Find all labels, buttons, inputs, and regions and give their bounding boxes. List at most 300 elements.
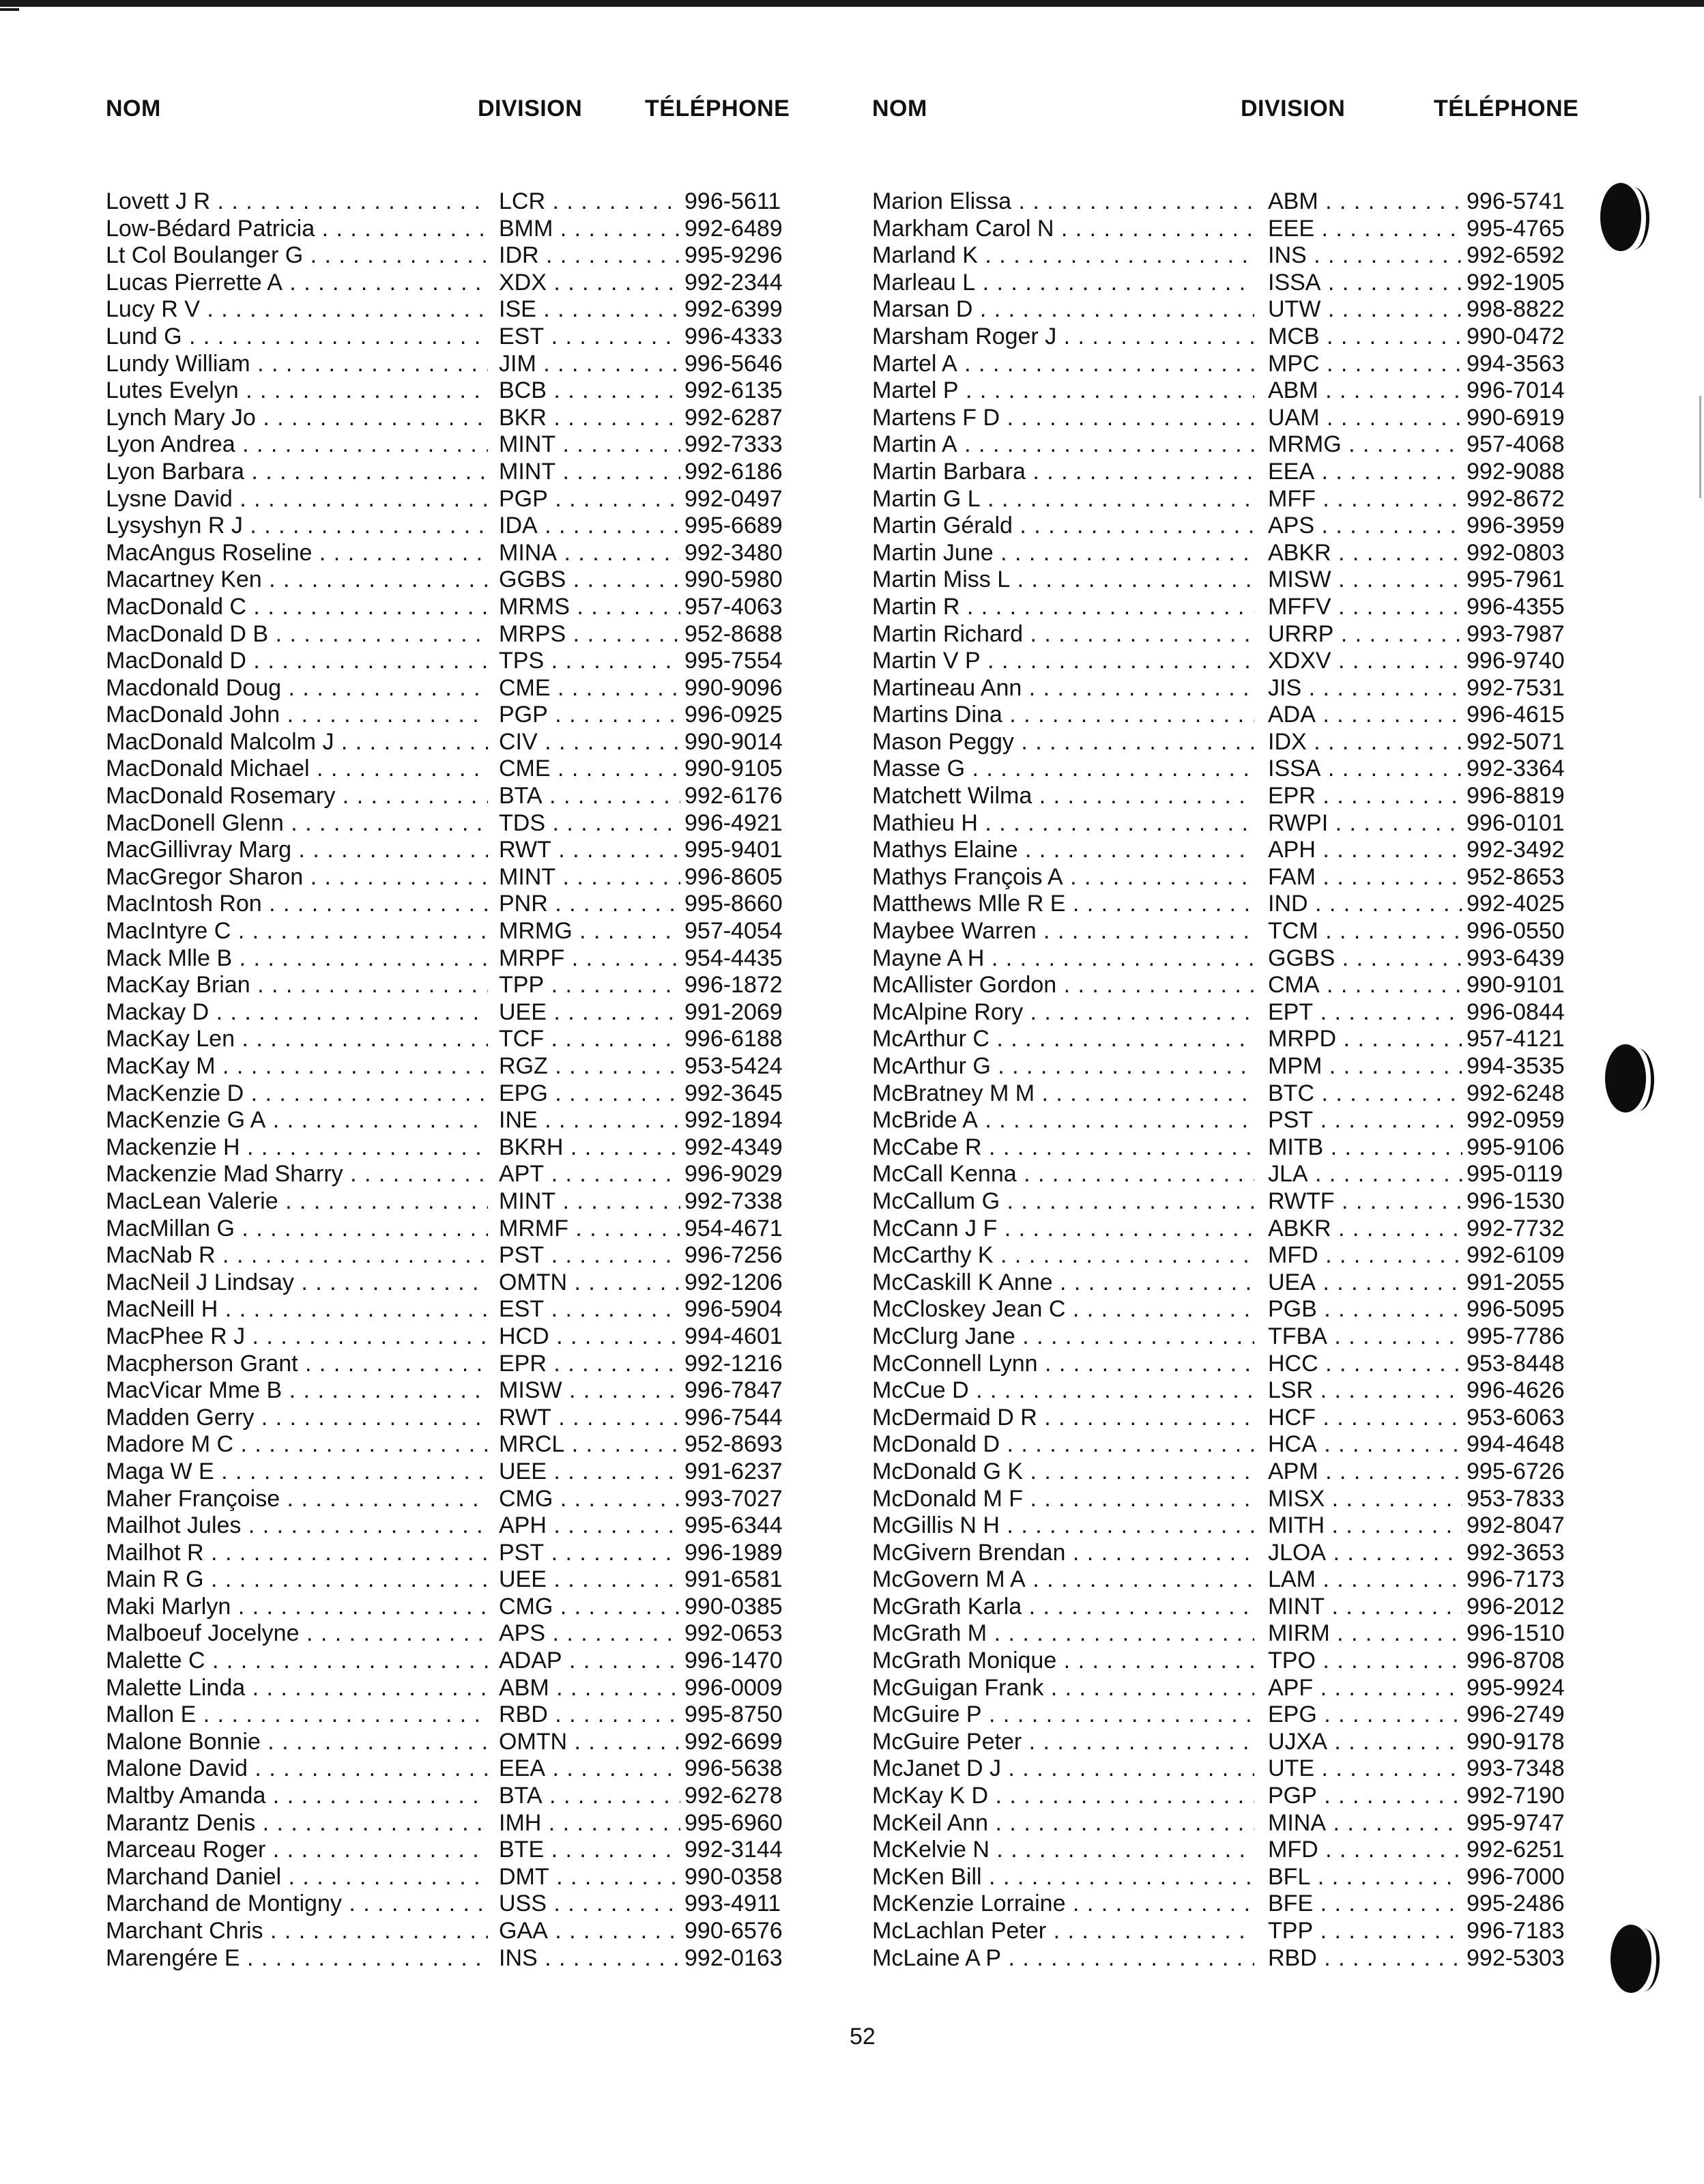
directory-entry (872, 675, 1643, 702)
entry-name: MacDonald D B . . . (106, 621, 488, 648)
entry-name: Lt Col Boulanger G . . . (106, 242, 488, 270)
entry-division: XDX . . . (499, 270, 680, 297)
entry-name: McArthur G . . . (872, 1053, 1254, 1080)
entry-phone: 992-3653 (1462, 1540, 1565, 1567)
entry-division: MFD . . . (1268, 1837, 1462, 1864)
entry-name: McBratney M M . . . (872, 1080, 1254, 1108)
entry-division: GGBS . . . (1268, 945, 1462, 973)
entry-division: HCF . . . (1268, 1405, 1462, 1432)
directory-entry (872, 1891, 1643, 1918)
entry-division: TPP . . . (1268, 1918, 1462, 1945)
entry-division: INS . . . (499, 1945, 680, 1972)
entry-phone: 995-8660 (680, 891, 783, 918)
header-division: DIVISION (1241, 96, 1346, 121)
entry-division: IDR . . . (499, 242, 680, 270)
entry-phone: 990-9101 (1462, 972, 1565, 999)
directory-entry (872, 1512, 1643, 1540)
entry-phone: 996-5095 (1462, 1296, 1565, 1323)
entry-name: Lucy R V . . . (106, 296, 488, 324)
entry-division: EPG . . . (499, 1080, 680, 1108)
entry-division: CMG . . . (499, 1594, 680, 1621)
entry-phone: 996-0550 (1462, 918, 1565, 945)
entry-division: BTA . . . (499, 1783, 680, 1810)
entry-phone: 992-7190 (1462, 1783, 1565, 1810)
entry-division: DMT . . . (499, 1864, 680, 1891)
entry-name: MacNeil J Lindsay . . . (106, 1269, 488, 1297)
entry-division: MRPF . . . (499, 945, 680, 973)
directory-entry (106, 675, 877, 702)
entry-division: MRMG . . . (499, 918, 680, 945)
entry-division: ABM . . . (499, 1675, 680, 1702)
directory-entry (872, 1296, 1643, 1323)
entry-name: Marsham Roger J . . . (872, 324, 1254, 351)
directory-entry (872, 702, 1643, 729)
directory-entry (106, 1729, 877, 1756)
entry-division: EST . . . (499, 1296, 680, 1323)
entry-phone: 996-1510 (1462, 1620, 1565, 1648)
directory-entry (106, 756, 877, 783)
directory-entry (106, 1053, 877, 1080)
entry-division: HCD . . . (499, 1323, 680, 1351)
directory-entry (106, 783, 877, 810)
entry-name: Marengére E . . . (106, 1945, 488, 1972)
entry-phone: 995-9401 (680, 837, 783, 864)
directory-entry (106, 1188, 877, 1216)
directory-entry (872, 1107, 1643, 1134)
entry-division: TPP . . . (499, 972, 680, 999)
entry-name: Lyon Andrea . . . (106, 431, 488, 459)
directory-entry (872, 1701, 1643, 1729)
entry-phone: 992-1206 (680, 1269, 783, 1297)
entry-division: CMG . . . (499, 1486, 680, 1513)
directory-entry (106, 702, 877, 729)
directory-entry (106, 431, 877, 459)
entry-phone: 992-0959 (1462, 1107, 1565, 1134)
entry-phone: 990-9105 (680, 756, 783, 783)
directory-entry (872, 513, 1643, 540)
entry-division: PGP . . . (499, 486, 680, 513)
entry-phone: 994-3535 (1462, 1053, 1565, 1080)
entry-division: MRCL . . . (499, 1431, 680, 1459)
entry-name: McDonald M F . . . (872, 1486, 1254, 1513)
entry-division: UEE . . . (499, 999, 680, 1026)
entry-phone: 952-8653 (1462, 864, 1565, 891)
entry-phone: 995-6344 (680, 1512, 783, 1540)
entry-name: McKelvie N . . . (872, 1837, 1254, 1864)
entry-division: RBD . . . (1268, 1945, 1462, 1972)
directory-entry (106, 837, 877, 864)
entry-phone: 996-0925 (680, 702, 783, 729)
directory-entry (872, 1216, 1643, 1243)
entry-division: BKR . . . (499, 405, 680, 432)
entry-phone: 954-4435 (680, 945, 783, 973)
entry-division: EPG . . . (1268, 1701, 1462, 1729)
header-name: NOM (872, 96, 927, 121)
directory-entry (872, 377, 1643, 405)
directory-entry (106, 1755, 877, 1783)
directory-entry (106, 1323, 877, 1351)
directory-entry (872, 1405, 1643, 1432)
entry-phone: 996-5638 (680, 1755, 783, 1783)
entry-phone: 995-7786 (1462, 1323, 1565, 1351)
directory-entry (872, 1486, 1643, 1513)
entry-name: Mackay D . . . (106, 999, 488, 1026)
entry-name: Martin A . . . (872, 431, 1254, 459)
entry-division: APS . . . (499, 1620, 680, 1648)
entry-division: TPS . . . (499, 648, 680, 675)
directory-entry (106, 1945, 877, 1972)
entry-division: MINT . . . (499, 431, 680, 459)
directory-entry (872, 1080, 1643, 1108)
entry-division: EST . . . (499, 324, 680, 351)
entry-division: MRMF . . . (499, 1216, 680, 1243)
entry-division: APH . . . (499, 1512, 680, 1540)
directory-entry (106, 1242, 877, 1269)
entry-phone: 996-4626 (1462, 1377, 1565, 1405)
entry-name: McGrath Monique . . . (872, 1648, 1254, 1675)
directory-entry (872, 540, 1643, 567)
directory-entry (872, 1242, 1643, 1269)
entry-division: PST . . . (499, 1242, 680, 1269)
directory-entry (872, 296, 1643, 324)
entry-phone: 991-2069 (680, 999, 783, 1026)
entry-division: ISSA . . . (1268, 756, 1462, 783)
entry-phone: 992-3645 (680, 1080, 783, 1108)
entry-phone: 953-7833 (1462, 1486, 1565, 1513)
directory-entry (872, 891, 1643, 918)
directory-entry (106, 1512, 877, 1540)
entry-phone: 996-1989 (680, 1540, 783, 1567)
entry-name: McBride A . . . (872, 1107, 1254, 1134)
entry-name: McCue D . . . (872, 1377, 1254, 1405)
directory-entry (872, 1161, 1643, 1188)
entry-name: MacNeill H . . . (106, 1296, 488, 1323)
entry-phone: 992-1894 (680, 1107, 783, 1134)
entry-phone: 953-6063 (1462, 1405, 1565, 1432)
entry-division: PNR . . . (499, 891, 680, 918)
entry-name: McGuire Peter . . . (872, 1729, 1254, 1756)
entry-division: LAM . . . (1268, 1566, 1462, 1594)
entry-name: McCaskill K Anne . . . (872, 1269, 1254, 1297)
entry-division: MFF . . . (1268, 486, 1462, 513)
entry-name: MacKenzie D . . . (106, 1080, 488, 1108)
binder-hole-icon (1605, 1044, 1654, 1118)
entry-phone: 992-4349 (680, 1134, 783, 1162)
entry-phone: 996-4615 (1462, 702, 1565, 729)
entry-phone: 995-9106 (1462, 1134, 1565, 1162)
directory-entry (872, 270, 1643, 297)
directory-entry (872, 810, 1643, 837)
entry-division: PST . . . (499, 1540, 680, 1567)
entry-phone: 992-8047 (1462, 1512, 1565, 1540)
entry-division: MCB . . . (1268, 324, 1462, 351)
entry-phone: 996-9740 (1462, 648, 1565, 675)
entry-phone: 990-0385 (680, 1594, 783, 1621)
entry-phone: 992-6278 (680, 1783, 783, 1810)
entry-name: Lyon Barbara . . . (106, 459, 488, 486)
entry-name: Marantz Denis . . . (106, 1810, 488, 1837)
entry-name: Main R G . . . (106, 1566, 488, 1594)
entry-name: Martineau Ann . . . (872, 675, 1254, 702)
directory-entry (106, 972, 877, 999)
page-number: 52 (850, 2024, 876, 2050)
entry-name: Marion Elissa . . . (872, 188, 1254, 216)
entry-phone: 990-6919 (1462, 405, 1565, 432)
directory-entry (106, 1891, 877, 1918)
entry-name: Mailhot R . . . (106, 1540, 488, 1567)
entry-name: Macpherson Grant . . . (106, 1351, 488, 1378)
entry-phone: 996-8819 (1462, 783, 1565, 810)
directory-entry (872, 1783, 1643, 1810)
entry-phone: 995-6689 (680, 513, 783, 540)
entry-division: RWT . . . (499, 1405, 680, 1432)
entry-division: ADA . . . (1268, 702, 1462, 729)
entry-phone: 992-0803 (1462, 540, 1565, 567)
entry-division: MITH . . . (1268, 1512, 1462, 1540)
entry-name: McKeil Ann . . . (872, 1810, 1254, 1837)
entry-division: PST . . . (1268, 1107, 1462, 1134)
entry-phone: 998-8822 (1462, 296, 1565, 324)
directory-entry (106, 1701, 877, 1729)
entry-name: Marleau L . . . (872, 270, 1254, 297)
left-column (106, 0, 877, 2184)
entry-division: EPR . . . (499, 1351, 680, 1378)
entry-phone: 996-2012 (1462, 1594, 1565, 1621)
directory-entry (106, 1620, 877, 1648)
entry-division: MINT . . . (499, 1188, 680, 1216)
entry-name: Madden Gerry . . . (106, 1405, 488, 1432)
directory-entry (106, 188, 877, 216)
entry-name: Masse G . . . (872, 756, 1254, 783)
entry-phone: 996-5904 (680, 1296, 783, 1323)
entry-division: FAM . . . (1268, 864, 1462, 891)
directory-entry (106, 864, 877, 891)
entry-phone: 992-0163 (680, 1945, 783, 1972)
entry-name: McGrath M . . . (872, 1620, 1254, 1648)
entry-phone: 993-7027 (680, 1486, 783, 1513)
entry-name: MacGregor Sharon . . . (106, 864, 488, 891)
entry-name: Maybee Warren . . . (872, 918, 1254, 945)
entry-name: McGivern Brendan . . . (872, 1540, 1254, 1567)
entry-name: Martin Gérald . . . (872, 513, 1254, 540)
top-corner-mark (0, 8, 19, 11)
entry-division: JIM . . . (499, 351, 680, 378)
entry-phone: 994-4648 (1462, 1431, 1565, 1459)
entry-name: McLachlan Peter . . . (872, 1918, 1254, 1945)
directory-entry (106, 810, 877, 837)
binder-hole-icon (1600, 183, 1649, 257)
entry-division: UEE . . . (499, 1459, 680, 1486)
entry-phone: 992-6592 (1462, 242, 1565, 270)
entry-phone: 992-9088 (1462, 459, 1565, 486)
entry-division: MINT . . . (499, 459, 680, 486)
entry-division: UTE . . . (1268, 1755, 1462, 1783)
directory-entry (872, 1351, 1643, 1378)
scan-edge-mark (1699, 396, 1701, 498)
entry-name: Malette C . . . (106, 1648, 488, 1675)
entry-name: Martin V P . . . (872, 648, 1254, 675)
entry-phone: 996-0009 (680, 1675, 783, 1702)
entry-phone: 992-6489 (680, 216, 783, 243)
directory-entry (872, 1594, 1643, 1621)
entry-division: IND . . . (1268, 891, 1462, 918)
entry-name: McClurg Jane . . . (872, 1323, 1254, 1351)
entry-division: EEA . . . (1268, 459, 1462, 486)
entry-division: MINT . . . (499, 864, 680, 891)
entry-name: Martel A . . . (872, 351, 1254, 378)
entry-division: PGP . . . (1268, 1783, 1462, 1810)
directory-entry (872, 242, 1643, 270)
entry-division: XDXV . . . (1268, 648, 1462, 675)
entry-phone: 992-5071 (1462, 729, 1565, 756)
entry-phone: 992-6287 (680, 405, 783, 432)
entry-division: LCR . . . (499, 188, 680, 216)
entry-name: McGillis N H . . . (872, 1512, 1254, 1540)
directory-entry (872, 431, 1643, 459)
entry-name: Maltby Amanda . . . (106, 1783, 488, 1810)
directory-entry (872, 188, 1643, 216)
entry-name: Martin Barbara . . . (872, 459, 1254, 486)
directory-entry (872, 1945, 1643, 1972)
entry-division: MFFV . . . (1268, 594, 1462, 621)
entry-phone: 995-9924 (1462, 1675, 1565, 1702)
entry-division: MFD . . . (1268, 1242, 1462, 1269)
entry-division: ABKR . . . (1268, 1216, 1462, 1243)
entry-division: MISW . . . (499, 1377, 680, 1405)
entry-phone: 991-6237 (680, 1459, 783, 1486)
entry-division: APS . . . (1268, 513, 1462, 540)
entry-division: RGZ . . . (499, 1053, 680, 1080)
entry-division: BTE . . . (499, 1837, 680, 1864)
directory-entry (106, 621, 877, 648)
entry-phone: 992-6176 (680, 783, 783, 810)
entry-phone: 992-7732 (1462, 1216, 1565, 1243)
directory-entry (872, 1729, 1643, 1756)
entry-name: McDonald G K . . . (872, 1459, 1254, 1486)
entry-name: MacKenzie G A . . . (106, 1107, 488, 1134)
entry-phone: 995-9747 (1462, 1810, 1565, 1837)
entry-name: MacDonell Glenn . . . (106, 810, 488, 837)
entry-division: BMM . . . (499, 216, 680, 243)
entry-division: PGB . . . (1268, 1296, 1462, 1323)
entry-phone: 996-1872 (680, 972, 783, 999)
entry-phone: 993-6439 (1462, 945, 1565, 973)
entry-division: MPM . . . (1268, 1053, 1462, 1080)
directory-entry (872, 1188, 1643, 1216)
entry-phone: 953-8448 (1462, 1351, 1565, 1378)
entry-name: Martel P . . . (872, 377, 1254, 405)
entry-phone: 996-8605 (680, 864, 783, 891)
entry-division: GAA . . . (499, 1918, 680, 1945)
directory-entry (872, 1026, 1643, 1053)
entry-name: Martin G L . . . (872, 486, 1254, 513)
entry-phone: 995-8750 (680, 1701, 783, 1729)
entry-division: MINT . . . (1268, 1594, 1462, 1621)
entry-division: CMA . . . (1268, 972, 1462, 999)
directory-entry (106, 1080, 877, 1108)
directory-entry (872, 756, 1643, 783)
directory-entry (872, 1540, 1643, 1567)
entry-division: ISSA . . . (1268, 270, 1462, 297)
directory-entry (106, 1216, 877, 1243)
entry-name: Malone David . . . (106, 1755, 488, 1783)
binder-hole-icon (1611, 1925, 1660, 1998)
entry-division: BCB . . . (499, 377, 680, 405)
entry-name: Madore M C . . . (106, 1431, 488, 1459)
header-phone: TÉLÉPHONE (1434, 96, 1579, 121)
entry-phone: 990-9178 (1462, 1729, 1565, 1756)
entry-division: HCA . . . (1268, 1431, 1462, 1459)
entry-phone: 996-7183 (1462, 1918, 1565, 1945)
directory-entry (872, 1620, 1643, 1648)
entry-division: UTW . . . (1268, 296, 1462, 324)
entry-phone: 992-6109 (1462, 1242, 1565, 1269)
entry-name: McCallum G . . . (872, 1188, 1254, 1216)
entry-name: MacIntosh Ron . . . (106, 891, 488, 918)
entry-phone: 953-5424 (680, 1053, 783, 1080)
directory-entry (106, 999, 877, 1026)
entry-name: Lovett J R . . . (106, 188, 488, 216)
directory-entry (872, 999, 1643, 1026)
entry-phone: 996-7014 (1462, 377, 1565, 405)
entry-phone: 996-9029 (680, 1161, 783, 1188)
entry-division: ABKR . . . (1268, 540, 1462, 567)
entry-phone: 992-7338 (680, 1188, 783, 1216)
entry-name: Mathys Elaine . . . (872, 837, 1254, 864)
entry-name: Martin Miss L . . . (872, 566, 1254, 594)
entry-phone: 992-6186 (680, 459, 783, 486)
entry-name: Marchant Chris . . . (106, 1918, 488, 1945)
entry-name: Mathys François A . . . (872, 864, 1254, 891)
directory-entry (872, 566, 1643, 594)
entry-name: Mason Peggy . . . (872, 729, 1254, 756)
entry-phone: 992-3144 (680, 1837, 783, 1864)
directory-entry (872, 1377, 1643, 1405)
directory-entry (106, 1540, 877, 1567)
entry-name: Matthews Mlle R E . . . (872, 891, 1254, 918)
entry-name: MacVicar Mme B . . . (106, 1377, 488, 1405)
directory-entry (106, 594, 877, 621)
directory-entry (106, 1351, 877, 1378)
entry-name: Mallon E . . . (106, 1701, 488, 1729)
directory-entry (106, 1134, 877, 1162)
entry-division: GGBS . . . (499, 566, 680, 594)
entry-division: UJXA . . . (1268, 1729, 1462, 1756)
directory-entry (872, 1566, 1643, 1594)
entry-division: JLA . . . (1268, 1161, 1462, 1188)
entry-name: McAllister Gordon . . . (872, 972, 1254, 999)
entry-division: IMH . . . (499, 1810, 680, 1837)
directory-entry (872, 918, 1643, 945)
directory-entry (106, 1296, 877, 1323)
entry-phone: 992-0497 (680, 486, 783, 513)
directory-entry (106, 296, 877, 324)
entry-phone: 996-0101 (1462, 810, 1565, 837)
entry-phone: 995-6960 (680, 1810, 783, 1837)
directory-entry (106, 540, 877, 567)
entry-phone: 996-7173 (1462, 1566, 1565, 1594)
entry-name: Lysne David . . . (106, 486, 488, 513)
entry-phone: 996-2749 (1462, 1701, 1565, 1729)
entry-division: MISX . . . (1268, 1486, 1462, 1513)
entry-name: MacDonald C . . . (106, 594, 488, 621)
entry-division: MRPS . . . (499, 621, 680, 648)
right-column (872, 0, 1643, 2184)
entry-name: MacDonald John . . . (106, 702, 488, 729)
entry-phone: 995-0119 (1462, 1161, 1563, 1188)
entry-division: PGP . . . (499, 702, 680, 729)
entry-phone: 992-6251 (1462, 1837, 1565, 1864)
